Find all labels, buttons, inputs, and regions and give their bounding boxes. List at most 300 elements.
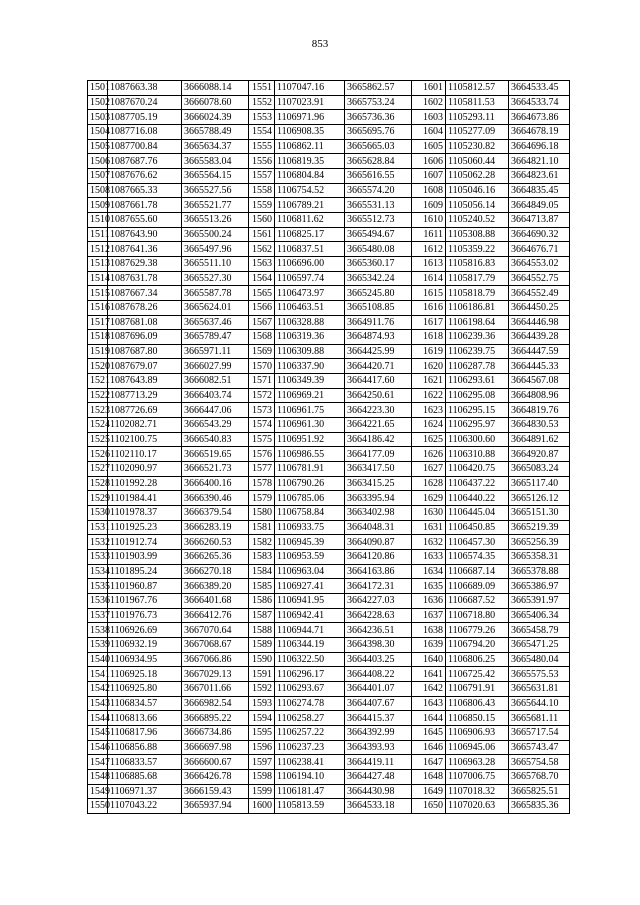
- point-number: 1578: [249, 476, 275, 491]
- y-coordinate: 3666543.29: [182, 418, 249, 433]
- x-coordinate: 1106790.26: [275, 476, 345, 491]
- point-number: 1586: [249, 593, 275, 608]
- x-coordinate: 1106791.91: [446, 681, 509, 696]
- y-coordinate: 3666447.06: [182, 403, 249, 418]
- point-number: 1594: [249, 711, 275, 726]
- x-coordinate: 1106969.21: [275, 388, 345, 403]
- x-coordinate: 1106971.37: [108, 784, 182, 799]
- table-row: [88, 154, 570, 169]
- point-number: 1515: [88, 286, 108, 301]
- x-coordinate: 1106349.39: [275, 374, 345, 389]
- x-coordinate: 1106779.26: [446, 623, 509, 638]
- y-coordinate: 3665971.11: [182, 344, 249, 359]
- y-coordinate: 3666521.73: [182, 462, 249, 477]
- point-number: 1533: [88, 550, 108, 565]
- x-coordinate: 1106806.25: [446, 652, 509, 667]
- table-row: [88, 344, 570, 359]
- point-number: 1635: [412, 579, 446, 594]
- table-row: [88, 212, 570, 227]
- y-coordinate: 3664911.76: [345, 315, 412, 330]
- y-coordinate: 3665521.77: [182, 198, 249, 213]
- point-number: 1632: [412, 535, 446, 550]
- y-coordinate: 3664446.98: [509, 315, 570, 330]
- y-coordinate: 3664808.96: [509, 388, 570, 403]
- point-number: 1641: [412, 667, 446, 682]
- x-coordinate: 1106194.10: [275, 769, 345, 784]
- x-coordinate: 1101925.23: [108, 520, 182, 535]
- table-row: [88, 681, 570, 696]
- y-coordinate: 3666400.16: [182, 476, 249, 491]
- y-coordinate: 3666270.18: [182, 564, 249, 579]
- point-number: 1617: [412, 315, 446, 330]
- x-coordinate: 1101978.37: [108, 506, 182, 521]
- y-coordinate: 3665825.51: [509, 784, 570, 799]
- x-coordinate: 1087641.36: [108, 242, 182, 257]
- x-coordinate: 1106258.27: [275, 711, 345, 726]
- point-number: 1536: [88, 593, 108, 608]
- point-number: 1555: [249, 139, 275, 154]
- table-row: [88, 330, 570, 345]
- y-coordinate: 3666027.99: [182, 359, 249, 374]
- table-row: [88, 696, 570, 711]
- x-coordinate: 1087676.62: [108, 168, 182, 183]
- y-coordinate: 3664186.42: [345, 432, 412, 447]
- y-coordinate: 3665937.94: [182, 799, 249, 814]
- point-number: 1513: [88, 256, 108, 271]
- y-coordinate: 3664678.19: [509, 124, 570, 139]
- y-coordinate: 3664090.87: [345, 535, 412, 550]
- x-coordinate: 1101903.99: [108, 550, 182, 565]
- y-coordinate: 3664048.31: [345, 520, 412, 535]
- table-row: [88, 755, 570, 770]
- x-coordinate: 1105293.11: [446, 110, 509, 125]
- x-coordinate: 1106445.04: [446, 506, 509, 521]
- point-number: 1559: [249, 198, 275, 213]
- y-coordinate: 3666260.53: [182, 535, 249, 550]
- y-coordinate: 3666697.98: [182, 740, 249, 755]
- table-row: [88, 725, 570, 740]
- x-coordinate: 1101895.24: [108, 564, 182, 579]
- x-coordinate: 1106926.69: [108, 623, 182, 638]
- x-coordinate: 1106850.15: [446, 711, 509, 726]
- x-coordinate: 1101984.41: [108, 491, 182, 506]
- y-coordinate: 3665378.88: [509, 564, 570, 579]
- point-number: 1642: [412, 681, 446, 696]
- x-coordinate: 1106274.78: [275, 696, 345, 711]
- point-number: 1634: [412, 564, 446, 579]
- table-row: [88, 403, 570, 418]
- point-number: 1601: [412, 81, 446, 96]
- x-coordinate: 1106785.06: [275, 491, 345, 506]
- point-number: 1506: [88, 154, 108, 169]
- point-number: 1630: [412, 506, 446, 521]
- x-coordinate: 1106804.84: [275, 168, 345, 183]
- point-number: 1620: [412, 359, 446, 374]
- x-coordinate: 1106961.30: [275, 418, 345, 433]
- y-coordinate: 3663415.25: [345, 476, 412, 491]
- point-number: 1520: [88, 359, 108, 374]
- y-coordinate: 3665117.40: [509, 476, 570, 491]
- x-coordinate: 1106198.64: [446, 315, 509, 330]
- x-coordinate: 1105277.09: [446, 124, 509, 139]
- y-coordinate: 3664120.86: [345, 550, 412, 565]
- y-coordinate: 3663395.94: [345, 491, 412, 506]
- point-number: 1558: [249, 183, 275, 198]
- point-number: 1648: [412, 769, 446, 784]
- x-coordinate: 1105816.83: [446, 256, 509, 271]
- y-coordinate: 3665564.15: [182, 168, 249, 183]
- x-coordinate: 1105062.28: [446, 168, 509, 183]
- point-number: 1638: [412, 623, 446, 638]
- x-coordinate: 1106309.88: [275, 344, 345, 359]
- point-number: 1606: [412, 154, 446, 169]
- y-coordinate: 3665480.04: [509, 652, 570, 667]
- y-coordinate: 3664835.45: [509, 183, 570, 198]
- y-coordinate: 3665624.01: [182, 300, 249, 315]
- x-coordinate: 1106457.30: [446, 535, 509, 550]
- table-row: [88, 491, 570, 506]
- x-coordinate: 1087629.38: [108, 256, 182, 271]
- table-row: [88, 520, 570, 535]
- x-coordinate: 1106293.67: [275, 681, 345, 696]
- point-number: 1643: [412, 696, 446, 711]
- point-number: 1590: [249, 652, 275, 667]
- x-coordinate: 1106181.47: [275, 784, 345, 799]
- x-coordinate: 1087678.26: [108, 300, 182, 315]
- x-coordinate: 1107020.63: [446, 799, 509, 814]
- point-number: 1591: [249, 667, 275, 682]
- point-number: 1562: [249, 242, 275, 257]
- x-coordinate: 1087661.78: [108, 198, 182, 213]
- point-number: 1528: [88, 476, 108, 491]
- x-coordinate: 1106856.88: [108, 740, 182, 755]
- point-number: 1647: [412, 755, 446, 770]
- y-coordinate: 3664163.86: [345, 564, 412, 579]
- point-number: 1618: [412, 330, 446, 345]
- y-coordinate: 3665245.80: [345, 286, 412, 301]
- point-number: 1627: [412, 462, 446, 477]
- y-coordinate: 3665637.46: [182, 315, 249, 330]
- point-number: 1581: [249, 520, 275, 535]
- x-coordinate: 1106963.28: [446, 755, 509, 770]
- y-coordinate: 3664223.30: [345, 403, 412, 418]
- point-number: 1547: [88, 755, 108, 770]
- table-row: [88, 799, 570, 814]
- point-number: 1537: [88, 608, 108, 623]
- y-coordinate: 3665083.24: [509, 462, 570, 477]
- y-coordinate: 3666283.19: [182, 520, 249, 535]
- y-coordinate: 3665587.78: [182, 286, 249, 301]
- y-coordinate: 3666265.36: [182, 550, 249, 565]
- point-number: 1609: [412, 198, 446, 213]
- table-row: [88, 447, 570, 462]
- y-coordinate: 3666519.65: [182, 447, 249, 462]
- point-number: 1628: [412, 476, 446, 491]
- page-number: 853: [311, 38, 329, 50]
- point-number: 1645: [412, 725, 446, 740]
- x-coordinate: 1087705.19: [108, 110, 182, 125]
- y-coordinate: 3664439.28: [509, 330, 570, 345]
- y-coordinate: 3664403.25: [345, 652, 412, 667]
- point-number: 1639: [412, 637, 446, 652]
- point-number: 1504: [88, 124, 108, 139]
- point-number: 1542: [88, 681, 108, 696]
- table-row: [88, 432, 570, 447]
- point-number: 1573: [249, 403, 275, 418]
- point-number: 1637: [412, 608, 446, 623]
- y-coordinate: 3665391.97: [509, 593, 570, 608]
- x-coordinate: 1107018.32: [446, 784, 509, 799]
- point-number: 1626: [412, 447, 446, 462]
- point-number: 1507: [88, 168, 108, 183]
- point-number: 1543: [88, 696, 108, 711]
- point-number: 1508: [88, 183, 108, 198]
- x-coordinate: 1101960.87: [108, 579, 182, 594]
- x-coordinate: 1106239.75: [446, 344, 509, 359]
- table-row: [88, 256, 570, 271]
- x-coordinate: 1105818.79: [446, 286, 509, 301]
- y-coordinate: 3664419.11: [345, 755, 412, 770]
- y-coordinate: 3664398.30: [345, 637, 412, 652]
- point-number: 1623: [412, 403, 446, 418]
- point-number: 1524: [88, 418, 108, 433]
- x-coordinate: 1106817.96: [108, 725, 182, 740]
- point-number: 1522: [88, 388, 108, 403]
- point-number: 1596: [249, 740, 275, 755]
- point-number: 1502: [88, 95, 108, 110]
- y-coordinate: 3664408.22: [345, 667, 412, 682]
- point-number: 1613: [412, 256, 446, 271]
- y-coordinate: 3666540.83: [182, 432, 249, 447]
- y-coordinate: 3664696.18: [509, 139, 570, 154]
- y-coordinate: 3665513.26: [182, 212, 249, 227]
- point-number: 1574: [249, 418, 275, 433]
- y-coordinate: 3664713.87: [509, 212, 570, 227]
- point-number: 1622: [412, 388, 446, 403]
- point-number: 1531: [88, 520, 108, 535]
- table-row: [88, 637, 570, 652]
- point-number: 1597: [249, 755, 275, 770]
- x-coordinate: 1087655.60: [108, 212, 182, 227]
- table-row: [88, 711, 570, 726]
- x-coordinate: 1106945.06: [446, 740, 509, 755]
- y-coordinate: 3666401.68: [182, 593, 249, 608]
- x-coordinate: 1106420.75: [446, 462, 509, 477]
- y-coordinate: 3664830.53: [509, 418, 570, 433]
- y-coordinate: 3666982.54: [182, 696, 249, 711]
- table-row: [88, 227, 570, 242]
- x-coordinate: 1107006.75: [446, 769, 509, 784]
- x-coordinate: 1106689.09: [446, 579, 509, 594]
- y-coordinate: 3664920.87: [509, 447, 570, 462]
- table-row: [88, 784, 570, 799]
- x-coordinate: 1106819.35: [275, 154, 345, 169]
- x-coordinate: 1106908.35: [275, 124, 345, 139]
- point-number: 1529: [88, 491, 108, 506]
- y-coordinate: 3664420.71: [345, 359, 412, 374]
- point-number: 1544: [88, 711, 108, 726]
- y-coordinate: 3665531.13: [345, 198, 412, 213]
- point-number: 1548: [88, 769, 108, 784]
- x-coordinate: 1106319.36: [275, 330, 345, 345]
- x-coordinate: 1106862.11: [275, 139, 345, 154]
- x-coordinate: 1106834.57: [108, 696, 182, 711]
- x-coordinate: 1106925.18: [108, 667, 182, 682]
- y-coordinate: 3666379.54: [182, 506, 249, 521]
- x-coordinate: 1106239.36: [446, 330, 509, 345]
- point-number: 1612: [412, 242, 446, 257]
- y-coordinate: 3665219.39: [509, 520, 570, 535]
- table-row: [88, 550, 570, 565]
- point-number: 1557: [249, 168, 275, 183]
- point-number: 1629: [412, 491, 446, 506]
- x-coordinate: 1106953.59: [275, 550, 345, 565]
- point-number: 1640: [412, 652, 446, 667]
- point-number: 1569: [249, 344, 275, 359]
- y-coordinate: 3665471.25: [509, 637, 570, 652]
- x-coordinate: 1106300.60: [446, 432, 509, 447]
- x-coordinate: 1106310.88: [446, 447, 509, 462]
- table-row: [88, 462, 570, 477]
- table-row: [88, 183, 570, 198]
- y-coordinate: 3667068.67: [182, 637, 249, 652]
- y-coordinate: 3664221.65: [345, 418, 412, 433]
- point-number: 1505: [88, 139, 108, 154]
- point-number: 1619: [412, 344, 446, 359]
- point-number: 1525: [88, 432, 108, 447]
- point-number: 1570: [249, 359, 275, 374]
- y-coordinate: 3666159.43: [182, 784, 249, 799]
- point-number: 1526: [88, 447, 108, 462]
- y-coordinate: 3665717.54: [509, 725, 570, 740]
- point-number: 1564: [249, 271, 275, 286]
- y-coordinate: 3667066.86: [182, 652, 249, 667]
- x-coordinate: 1106718.80: [446, 608, 509, 623]
- y-coordinate: 3666088.14: [182, 81, 249, 96]
- x-coordinate: 1106945.39: [275, 535, 345, 550]
- x-coordinate: 1087665.33: [108, 183, 182, 198]
- table-row: [88, 593, 570, 608]
- y-coordinate: 3665406.34: [509, 608, 570, 623]
- x-coordinate: 1106927.41: [275, 579, 345, 594]
- point-number: 1519: [88, 344, 108, 359]
- x-coordinate: 1107043.22: [108, 799, 182, 814]
- x-coordinate: 1106440.22: [446, 491, 509, 506]
- x-coordinate: 1101976.73: [108, 608, 182, 623]
- point-number: 1571: [249, 374, 275, 389]
- point-number: 1530: [88, 506, 108, 521]
- point-number: 1592: [249, 681, 275, 696]
- y-coordinate: 3665511.10: [182, 256, 249, 271]
- x-coordinate: 1105359.22: [446, 242, 509, 257]
- point-number: 1509: [88, 198, 108, 213]
- y-coordinate: 3665574.20: [345, 183, 412, 198]
- x-coordinate: 1106925.80: [108, 681, 182, 696]
- x-coordinate: 1101912.74: [108, 535, 182, 550]
- y-coordinate: 3664533.45: [509, 81, 570, 96]
- point-number: 1532: [88, 535, 108, 550]
- y-coordinate: 3665788.49: [182, 124, 249, 139]
- y-coordinate: 3665768.70: [509, 769, 570, 784]
- table-row: [88, 81, 570, 96]
- x-coordinate: 1106238.41: [275, 755, 345, 770]
- x-coordinate: 1087631.78: [108, 271, 182, 286]
- point-number: 1602: [412, 95, 446, 110]
- point-number: 1534: [88, 564, 108, 579]
- x-coordinate: 1106687.14: [446, 564, 509, 579]
- x-coordinate: 1102100.75: [108, 432, 182, 447]
- table-row: [88, 300, 570, 315]
- x-coordinate: 1106971.96: [275, 110, 345, 125]
- point-number: 1588: [249, 623, 275, 638]
- y-coordinate: 3664415.37: [345, 711, 412, 726]
- x-coordinate: 1106322.50: [275, 652, 345, 667]
- table-row: [88, 535, 570, 550]
- x-coordinate: 1106687.52: [446, 593, 509, 608]
- point-number: 1511: [88, 227, 108, 242]
- point-number: 1599: [249, 784, 275, 799]
- x-coordinate: 1105811.53: [446, 95, 509, 110]
- x-coordinate: 1106295.97: [446, 418, 509, 433]
- point-number: 1577: [249, 462, 275, 477]
- table-row: [88, 418, 570, 433]
- point-number: 1646: [412, 740, 446, 755]
- y-coordinate: 3665628.84: [345, 154, 412, 169]
- y-coordinate: 3664553.02: [509, 256, 570, 271]
- y-coordinate: 3666390.46: [182, 491, 249, 506]
- point-number: 1567: [249, 315, 275, 330]
- x-coordinate: 1106293.61: [446, 374, 509, 389]
- x-coordinate: 1105060.44: [446, 154, 509, 169]
- x-coordinate: 1087696.09: [108, 330, 182, 345]
- x-coordinate: 1105056.14: [446, 198, 509, 213]
- y-coordinate: 3664228.63: [345, 608, 412, 623]
- table-row: [88, 652, 570, 667]
- y-coordinate: 3665527.56: [182, 183, 249, 198]
- point-number: 1553: [249, 110, 275, 125]
- x-coordinate: 1105046.16: [446, 183, 509, 198]
- x-coordinate: 1106295.08: [446, 388, 509, 403]
- point-number: 1554: [249, 124, 275, 139]
- y-coordinate: 3664676.71: [509, 242, 570, 257]
- point-number: 1568: [249, 330, 275, 345]
- y-coordinate: 3665126.12: [509, 491, 570, 506]
- y-coordinate: 3664533.18: [345, 799, 412, 814]
- table-row: [88, 623, 570, 638]
- table-row: [88, 315, 570, 330]
- table-row: [88, 242, 570, 257]
- x-coordinate: 1106789.21: [275, 198, 345, 213]
- y-coordinate: 3664891.62: [509, 432, 570, 447]
- x-coordinate: 1105813.59: [275, 799, 345, 814]
- y-coordinate: 3665575.53: [509, 667, 570, 682]
- point-number: 1550: [88, 799, 108, 814]
- point-number: 1585: [249, 579, 275, 594]
- x-coordinate: 1087716.08: [108, 124, 182, 139]
- x-coordinate: 1106758.84: [275, 506, 345, 521]
- x-coordinate: 1106944.71: [275, 623, 345, 638]
- x-coordinate: 1106473.97: [275, 286, 345, 301]
- y-coordinate: 3664849.05: [509, 198, 570, 213]
- y-coordinate: 3664823.61: [509, 168, 570, 183]
- x-coordinate: 1105812.57: [446, 81, 509, 96]
- point-number: 1579: [249, 491, 275, 506]
- x-coordinate: 1106725.42: [446, 667, 509, 682]
- point-number: 1589: [249, 637, 275, 652]
- y-coordinate: 3666426.78: [182, 769, 249, 784]
- y-coordinate: 3665862.57: [345, 81, 412, 96]
- x-coordinate: 1106963.04: [275, 564, 345, 579]
